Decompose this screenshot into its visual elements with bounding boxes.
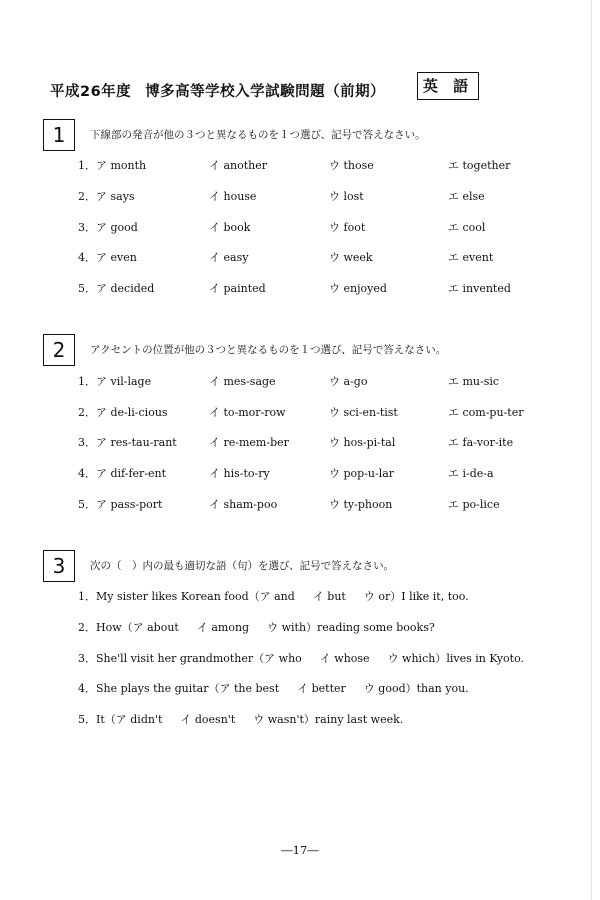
choice: 4．ア even xyxy=(78,251,137,264)
choice: イ another xyxy=(209,159,268,172)
choice: エ mu-sic xyxy=(448,375,500,388)
sentence-part: 5．It（ア didn't xyxy=(78,713,163,726)
choice: エ else xyxy=(448,190,485,203)
sentence-part: ウ with）reading some books? xyxy=(267,621,435,634)
q1-row xyxy=(78,219,558,237)
sentence-part: イ doesn't xyxy=(180,713,236,726)
choice: ウ ty-phoon xyxy=(329,498,393,511)
choice: ウ sci-en-tist xyxy=(329,406,398,419)
question-1-instruction: 下線部の発音が他の３つと異なるものを１つ選び、記号で答えなさい。 xyxy=(90,129,426,141)
choice: ウ foot xyxy=(329,221,366,234)
sentence-part: 3．She'll visit her grandmother（ア who xyxy=(78,652,302,665)
q2-row xyxy=(78,496,558,514)
choice: エ po-lice xyxy=(448,498,500,511)
q2-row xyxy=(78,434,558,452)
sentence-part: イ better xyxy=(297,682,346,695)
sentence-part: ウ or）I like it, too. xyxy=(363,590,469,603)
choice: エ com-pu-ter xyxy=(448,406,524,419)
choice: 1．ア vil-lage xyxy=(78,375,152,388)
choice: エ invented xyxy=(448,282,511,295)
sentence-part: 2．How（ア about xyxy=(78,621,179,634)
page-number: ―17― xyxy=(281,843,319,857)
sentence-part: イ but xyxy=(312,590,346,603)
choice: 4．ア dif-fer-ent xyxy=(78,467,167,480)
choice: 3．ア good xyxy=(78,221,138,234)
choice: エ i-de-a xyxy=(448,467,494,480)
choice: イ his-to-ry xyxy=(209,467,270,480)
sentence-part: ウ good）than you. xyxy=(363,682,469,695)
q3-sentence xyxy=(78,650,526,666)
sentence-part: ウ wasn't）rainy last week. xyxy=(253,713,404,726)
choice: イ book xyxy=(209,221,251,234)
choice: イ painted xyxy=(209,282,266,295)
choice: 3．ア res-tau-rant xyxy=(78,436,177,449)
choice: エ together xyxy=(448,159,511,172)
q1-row xyxy=(78,157,558,175)
q1-row xyxy=(78,249,558,267)
sentence-part: 1．My sister likes Korean food（ア and xyxy=(78,590,295,603)
choice: ウ a-go xyxy=(329,375,368,388)
question-3-number: 3 xyxy=(43,550,75,582)
question-3-instruction: 次の（ ）内の最も適切な語（句）を選び、記号で答えなさい。 xyxy=(90,560,395,572)
choice: エ cool xyxy=(448,221,486,234)
q3-sentence xyxy=(78,680,471,696)
q1-row xyxy=(78,188,558,206)
question-2-number: 2 xyxy=(43,334,75,366)
choice: 5．ア decided xyxy=(78,282,155,295)
choice: ウ hos-pi-tal xyxy=(329,436,396,449)
choice: イ mes-sage xyxy=(209,375,276,388)
choice: エ event xyxy=(448,251,494,264)
choice: ウ those xyxy=(329,159,374,172)
sentence-part: イ among xyxy=(196,621,250,634)
choice: 2．ア de-li-cious xyxy=(78,406,168,419)
q2-row xyxy=(78,465,558,483)
q1-row xyxy=(78,280,558,298)
choice: ウ pop-u-lar xyxy=(329,467,395,480)
choice: 5．ア pass-port xyxy=(78,498,163,511)
choice: イ easy xyxy=(209,251,249,264)
choice: イ sham-poo xyxy=(209,498,278,511)
exam-year: 平成26年度 xyxy=(50,84,132,100)
sentence-part: 4．She plays the guitar（ア the best xyxy=(78,682,280,695)
choice: ウ enjoyed xyxy=(329,282,387,295)
sentence-part: イ whose xyxy=(319,652,370,665)
choice: イ re-mem-ber xyxy=(209,436,289,449)
q3-sentence xyxy=(78,619,437,635)
choice: ウ lost xyxy=(329,190,364,203)
choice: 1．ア month xyxy=(78,159,147,172)
q2-row xyxy=(78,404,558,422)
sentence-part: ウ which）lives in Kyoto. xyxy=(387,652,525,665)
question-2-instruction: アクセントの位置が他の３つと異なるものを１つ選び、記号で答えなさい。 xyxy=(90,344,447,356)
choice: 2．ア says xyxy=(78,190,135,203)
subject-box: 英 語 xyxy=(417,72,479,100)
choice: イ to-mor-row xyxy=(209,406,286,419)
choice: エ fa-vor-ite xyxy=(448,436,514,449)
choice: ウ week xyxy=(329,251,373,264)
q2-row xyxy=(78,373,558,391)
exam-title: 博多高等学校入学試験問題（前期） xyxy=(145,84,386,100)
exam-header xyxy=(50,80,385,101)
q3-sentence xyxy=(78,711,405,727)
q3-sentence xyxy=(78,588,471,604)
choice: イ house xyxy=(209,190,257,203)
page-edge xyxy=(591,0,600,900)
question-1-number: 1 xyxy=(43,119,75,151)
